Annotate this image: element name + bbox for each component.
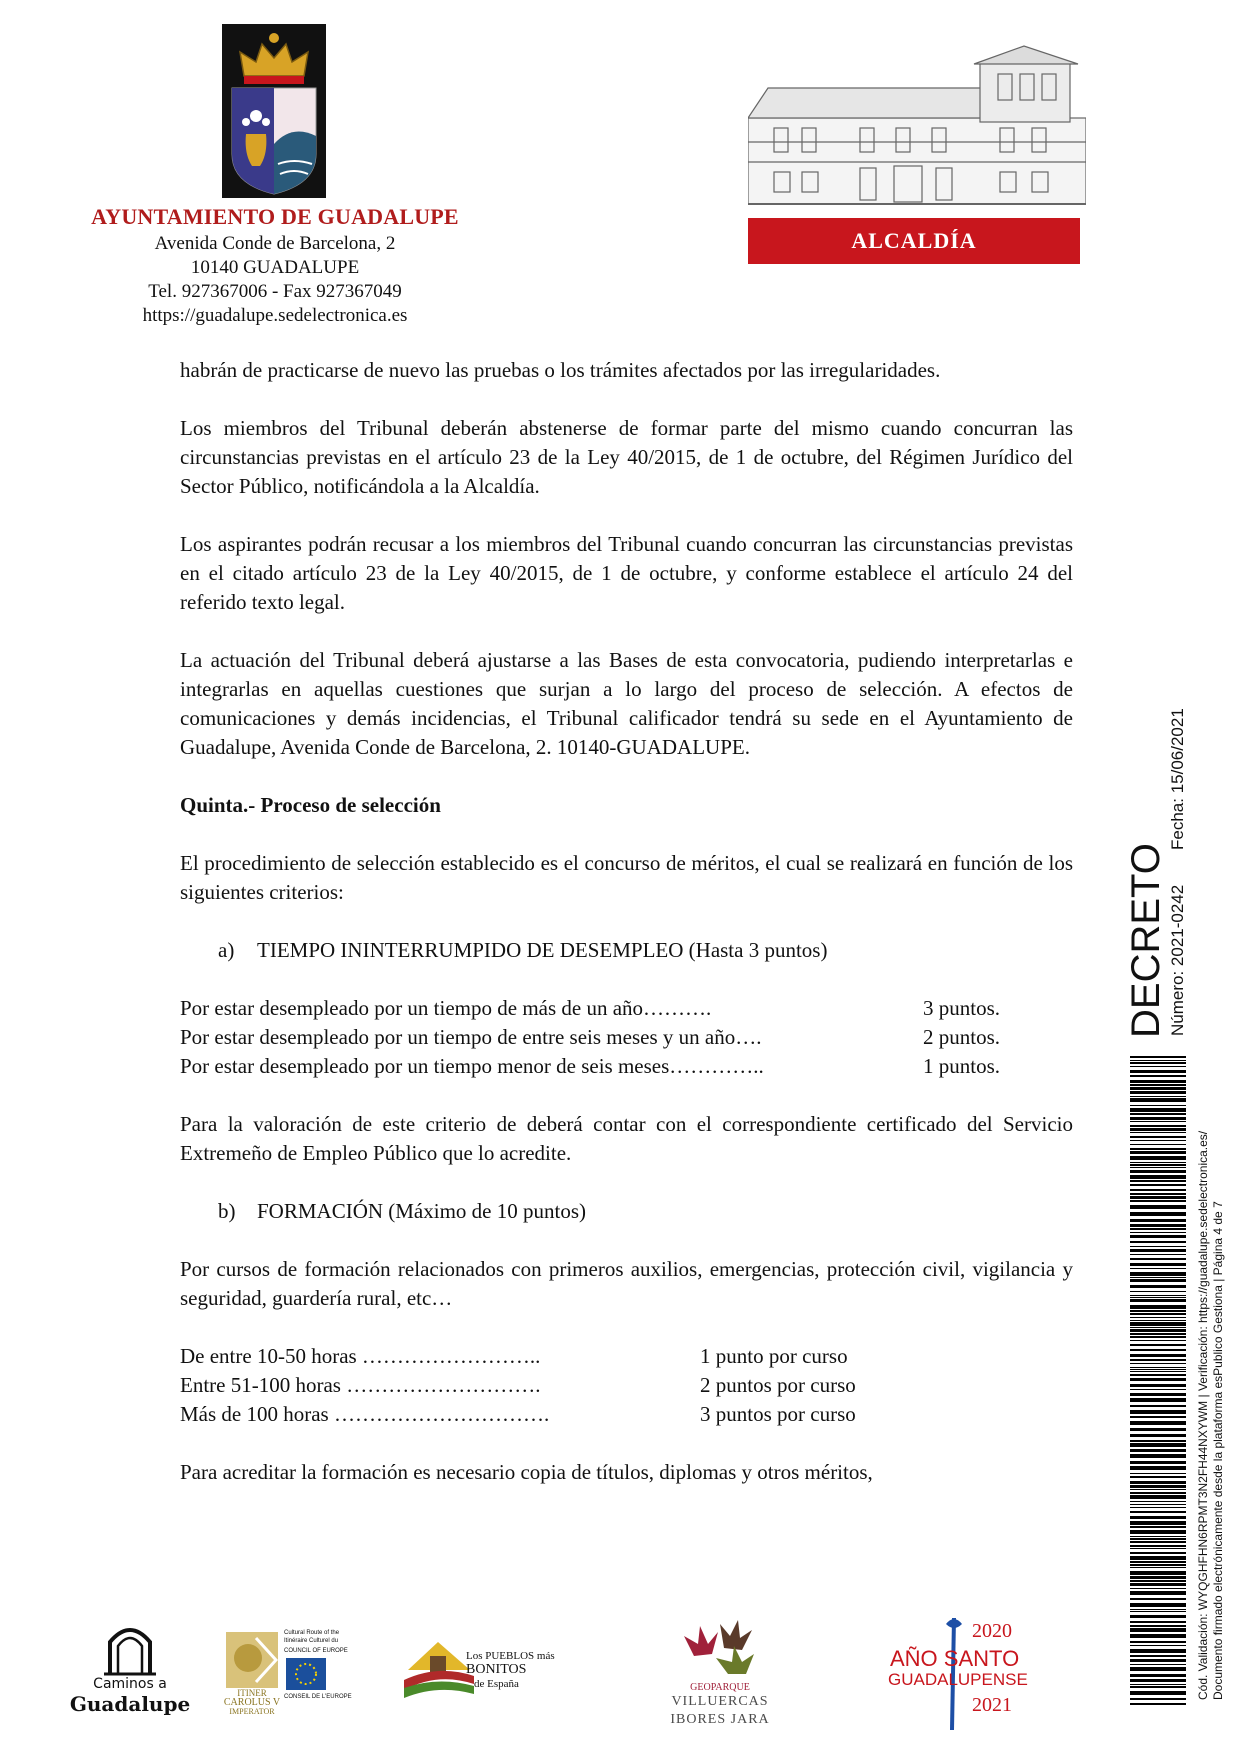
scoring-row [180,1052,1073,1081]
decreto-stamp-title: DECRETO [1124,843,1168,1038]
section-heading: Quinta.- Proceso de selección [180,793,441,817]
scoring-row [180,1371,1073,1400]
decree-date: Fecha: 15/06/2021 [1168,708,1187,850]
scoring-text: Entre 51-100 horas ………………………. [180,1373,541,1397]
geoparque-villuercas-logo [654,1618,786,1730]
town-hall-illustration [748,44,1086,208]
scoring-text: Por estar desempleado por un tiempo de más de un año………. [180,996,712,1020]
scoring-points: 3 puntos por curso [700,1402,856,1426]
logo-text: GUADALUPENSE [888,1670,1028,1689]
training-scoring-list [180,1342,1073,1429]
scoring-points: 2 puntos. [923,1025,1001,1049]
vertical-barcode [1130,1056,1186,1706]
logo-text: Guadalupe [69,1692,191,1716]
scoring-text: Más de 100 horas …………………………. [180,1402,550,1426]
list-label: b) [218,1199,236,1223]
address-line: Avenida Conde de Barcelona, 2 [154,233,396,254]
logo-text: VILLUERCAS [671,1694,769,1709]
logo-text: Cultural Route of the [284,1630,340,1636]
criterion-title: TIEMPO ININTERRUMPIDO DE DESEMPLEO (Hasta 3 puntos) [257,938,828,962]
coat-of-arms-logo [222,24,326,198]
logo-text: AÑO SANTO [890,1646,1020,1671]
leaves-icon [654,1618,786,1676]
logo-text: Itinéraire Culturel du [284,1638,339,1644]
address-line: 10140 GUADALUPE [190,257,360,278]
alcaldia-banner: ALCALDÍA [748,218,1080,264]
arch-icon [64,1616,196,1676]
ano-santo-guadalupense-logo [888,1614,1032,1734]
logo-text: ITINER [237,1688,267,1698]
logo-text: BONITOS [466,1662,527,1677]
organization-name: AYUNTAMIENTO DE GUADALUPE [91,204,459,229]
logo-text: CONSEIL DE L'EUROPE [284,1694,352,1700]
logo-text: COUNCIL OF EUROPE [284,1648,348,1654]
signature-platform-text: Documento firmado electrónicamente desde la plataforma esPublico Gestiona | Página 4 de 7 [1211,1201,1225,1700]
paragraph: Los aspirantes podrán recusar a los miembros del Tribunal cuando concurran las circunstancias previstas en el citado artículo 23 de la Ley 40/2015, de 1 de octubre, y conforme establece el artículo 24 del referido texto legal. [180,532,1073,614]
paragraph: El procedimiento de selección establecido es el concurso de méritos, el cual se realizará en función de los siguientes criterios: [180,851,1073,904]
criterion-title: FORMACIÓN (Máximo de 10 puntos) [257,1199,586,1223]
paragraph: habrán de practicarse de nuevo las pruebas o los trámites afectados por las irregularidades. [180,358,941,382]
criterion-b-heading [180,1197,1073,1226]
scoring-text: Por estar desempleado por un tiempo menor de seis meses………….. [180,1054,764,1078]
scoring-text: Por estar desempleado por un tiempo de entre seis meses y un año…. [180,1025,762,1049]
scoring-points: 1 punto por curso [700,1344,848,1368]
scoring-points: 2 puntos por curso [700,1373,856,1397]
logo-text: de España [474,1678,519,1690]
scoring-row [180,994,1073,1023]
phone-fax-line: Tel. 927367006 - Fax 927367049 [148,281,402,302]
paragraph: Para la valoración de este criterio de deberá contar con el correspondiente certificado del Servicio Extremeño de Empleo Público que lo acredite. [180,1112,1073,1165]
logo-text: Los PUEBLOS más [466,1650,555,1662]
unemployment-scoring-list [180,994,1073,1081]
website-link[interactable]: https://guadalupe.sedelectronica.es [142,305,408,326]
scoring-row [180,1342,1073,1371]
scoring-points: 1 puntos. [923,1054,1001,1078]
logo-text: IMPERATOR [229,1707,275,1716]
list-label: a) [218,938,235,962]
year-text: 2020 [972,1620,1012,1642]
carolus-v-route-logo [222,1628,352,1716]
logo-text: IBORES JARA [670,1712,770,1727]
caminos-a-guadalupe-logo [64,1616,196,1716]
village-emblem-icon [404,1636,474,1698]
logo-text: CAROLUS V [223,1697,281,1708]
scoring-points: 3 puntos. [923,996,1001,1020]
decree-number: Número: 2021-0242 [1168,884,1187,1036]
pueblos-mas-bonitos-logo [404,1636,564,1698]
scoring-row [180,1023,1073,1052]
criterion-a-heading [180,936,1073,965]
carolus-emblem-icon [226,1632,278,1688]
validation-code-text[interactable]: Cód. Validación: WYQGHFHN6RPMT3N2FH44NXYWM | Verificación: https://guadalupe.sedelectronica.es/ [1196,1130,1210,1700]
scoring-row [180,1400,1073,1429]
council-of-europe-flag-icon [286,1658,326,1690]
paragraph: La actuación del Tribunal deberá ajustarse a las Bases de esta convocatoria, pudiendo interpretarlas e integrarlas en aquellas cuestiones que surjan a lo largo del proceso de selección. A efectos de comunicaciones y demás incidencias, el Tribunal calificador tendrá su sede en el Ayuntamiento de Guadalupe, Avenida Conde de Barcelona, 2. 10140-GUADALUPE. [180,648,1073,759]
paragraph: Para acreditar la formación es necesario copia de títulos, diplomas y otros méritos, [180,1460,873,1484]
document-body [180,356,1073,1516]
scoring-text: De entre 10-50 horas …………………….. [180,1344,541,1368]
paragraph: Los miembros del Tribunal deberán abstenerse de formar parte del mismo cuando concurran las circunstancias previstas en el artículo 23 de la Ley 40/2015, de 1 de octubre, del Régimen Jurídico del Sector Público, notificándola a la Alcaldía. [180,416,1073,498]
paragraph: Por cursos de formación relacionados con primeros auxilios, emergencias, protección civil, vigilancia y seguridad, guardería rural, etc… [180,1257,1073,1310]
logo-text: Caminos a [93,1676,167,1692]
logo-text: GEOPARQUE [690,1682,750,1693]
year-text: 2021 [972,1694,1012,1716]
